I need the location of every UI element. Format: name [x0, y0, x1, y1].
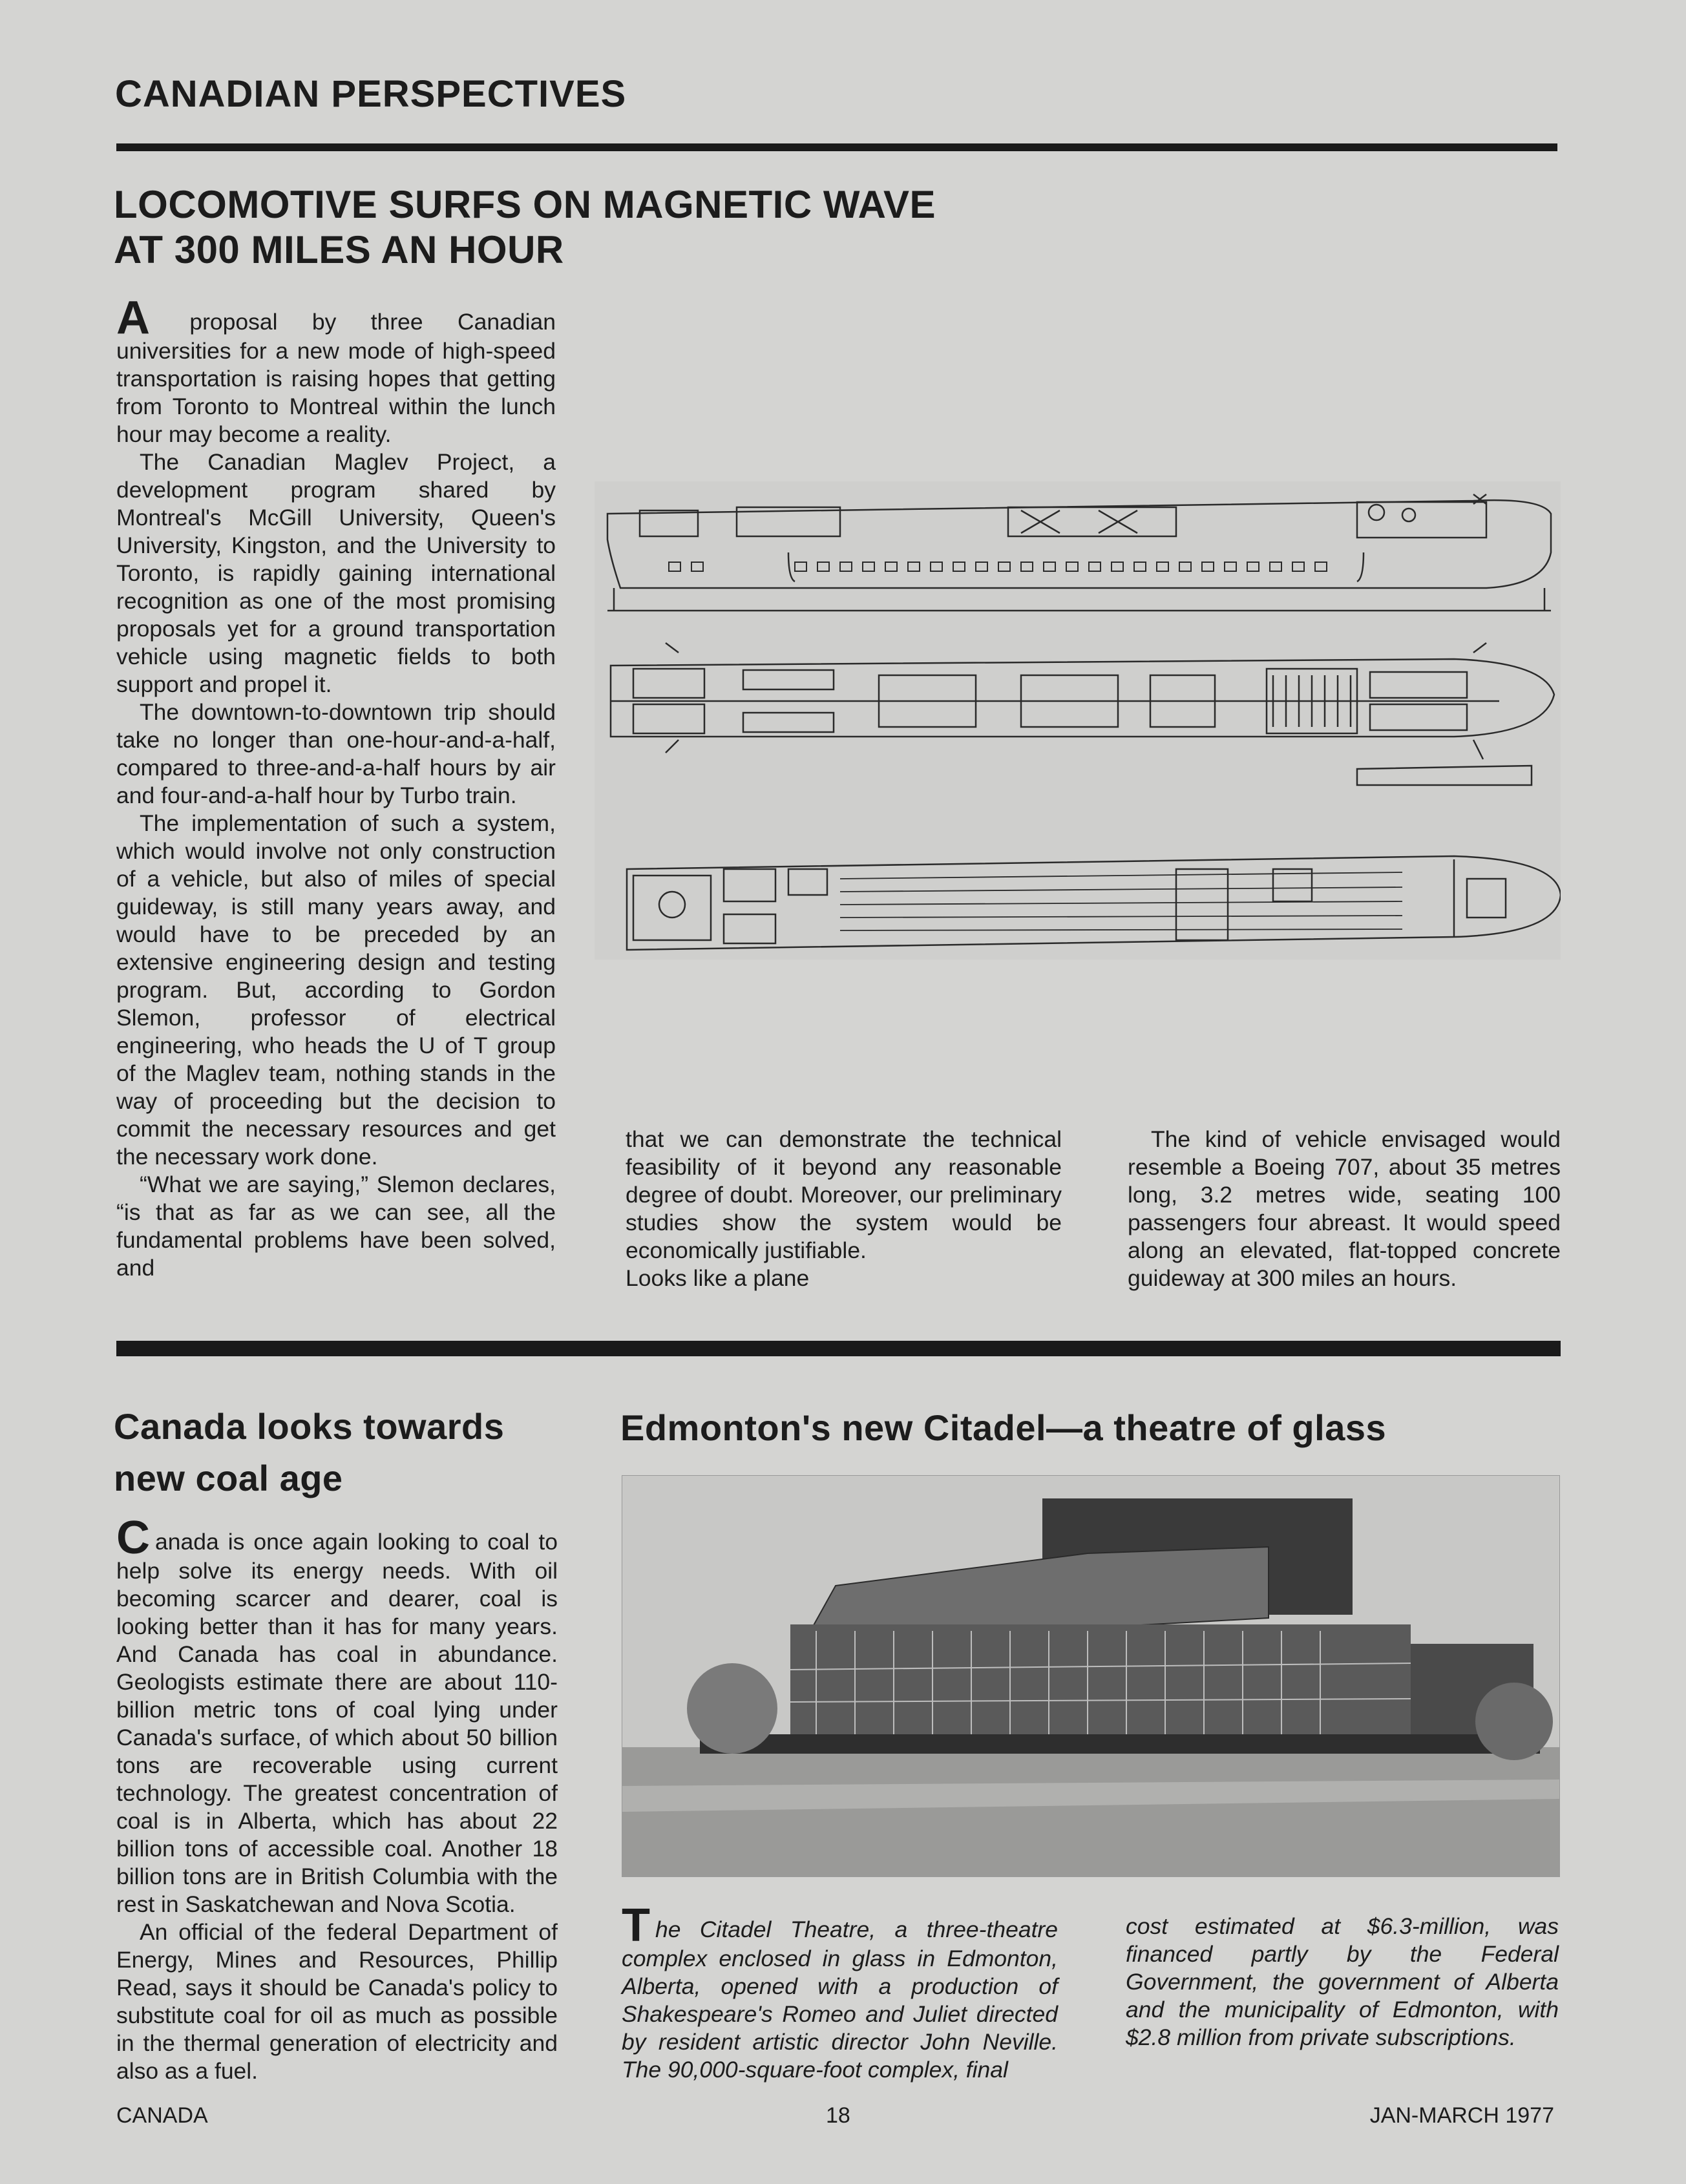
header-rule: [116, 143, 1557, 151]
citadel-paragraph-2: cost estimated at $6.3-million, was financed partly by the Federal Government, the government of Alberta and the municipality of Edmonton, with $2.8 million from private subscriptions.: [1126, 1913, 1559, 2050]
plan-view: [611, 643, 1554, 785]
citadel-headline: Edmonton's new Citadel—a theatre of glass: [620, 1407, 1387, 1448]
coal-paragraph-2: An official of the federal Department of Energy, Mines and Resources, Phillip Read, says it should be Canada's policy to substitute coal for oil as much as possible in the thermal generation of electricity and also as a fuel.: [116, 1919, 558, 2084]
coal-dropcap: C: [116, 1512, 150, 1564]
maglev-vehicle-drawing: [595, 481, 1561, 960]
maglev-column-2: [626, 1126, 1062, 1292]
maglev-headline: [114, 182, 1083, 273]
coal-headline-line2: new coal age: [114, 1458, 343, 1498]
maglev-subhead: Looks like a plane: [626, 1265, 810, 1291]
maglev-headline-line2: AT 300 MILES AN HOUR: [114, 228, 564, 271]
citadel-column-2: [1126, 1913, 1559, 2052]
maglev-paragraph-4: The implementation of such a system, which would involve not only construction of a vehicle, but also of miles of special guideway, is still many years away, and would have to be preceded by an extensive engineering design and testing program. But, according to Gordon Slemon, professor of electrical engineering, who heads the U of T group of the Maglev team, nothing stands in the way of proceeding but the decision to commit the necessary resources and get the necessary work done.: [116, 810, 556, 1170]
maglev-col3-text: The kind of vehicle envisaged would resemble a Boeing 707, about 35 metres long, 3.2 metres wide, seating 100 passengers four abreast. It would speed along an elevated, flat-topped concrete guideway at 300 miles an hours.: [1128, 1126, 1561, 1291]
citadel-dropcap: T: [622, 1900, 650, 1951]
citadel-column-1: [622, 1900, 1058, 2084]
maglev-paragraph-5: “What we are saying,” Slemon declares, “is that as far as we can see, all the fundamental problems have been solved, and: [116, 1171, 556, 1281]
maglev-dropcap: A: [116, 292, 150, 344]
section-title: CANADIAN PERSPECTIVES: [115, 73, 627, 115]
maglev-col2-text: that we can demonstrate the technical feasibility of it beyond any reasonable degree of doubt. Moreover, our preliminary studies show the system would be economically justifiable.: [626, 1126, 1062, 1263]
coal-headline: [114, 1401, 579, 1504]
coal-column: [116, 1512, 558, 2085]
maglev-paragraph-1: A proposal by three Canadian universities for a new mode of high-speed transportation is raising hopes that getting from Toronto to Montreal within the lunch hour may become a reality.: [116, 292, 556, 447]
coal-paragraph-1: Canada is once again looking to coal to help solve its energy needs. With oil becoming scarcer and dearer, coal is looking better than it has for many years. And Canada has coal in abundance. Geologists estimate there are about 110-billion metric tons of coal lying under Canada's surface, of which about 50 billion tons are recoverable using current technology. The greatest concentration of coal is in Alberta, which has about 22 billion tons of accessible coal. Another 18 billion tons are in British Columbia with the rest in Saskatchewan and Nova Scotia.: [116, 1512, 558, 1917]
maglev-headline-line1: LOCOMOTIVE SURFS ON MAGNETIC WAVE: [114, 183, 936, 226]
footer-publication: CANADA: [116, 2103, 208, 2128]
maglev-column-3: [1128, 1126, 1561, 1292]
interior-plan-view: [627, 856, 1561, 950]
citadel-paragraph-1: The Citadel Theatre, a three-theatre complex enclosed in glass in Edmonton, Alberta, opened with a production of Shakespeare's Romeo and Juliet directed by resident artistic director John Neville. The 90,000-square-foot complex, final: [622, 1900, 1058, 2083]
maglev-paragraph-3: The downtown-to-downtown trip should take no longer than one-hour-and-a-half, compared to three-and-a-half hours by air and four-and-a-half hour by Turbo train.: [116, 699, 556, 808]
footer-issue-date: JAN-MARCH 1977: [1369, 2103, 1554, 2128]
section-divider: [116, 1341, 1561, 1356]
citadel-theatre-photo: [622, 1475, 1560, 1877]
maglev-column-1: [116, 292, 556, 1282]
coal-headline-line1: Canada looks towards: [114, 1406, 505, 1447]
maglev-paragraph-2: The Canadian Maglev Project, a development program shared by Montreal's McGill University, Queen's University, Kingston, and the University to Toronto, is rapidly gaining international recognition as one of the most promising proposals yet for a ground transportation vehicle using magnetic fields to both support and propel it.: [116, 449, 556, 697]
side-elevation-view: [607, 494, 1551, 611]
footer-page-number: 18: [826, 2103, 850, 2128]
